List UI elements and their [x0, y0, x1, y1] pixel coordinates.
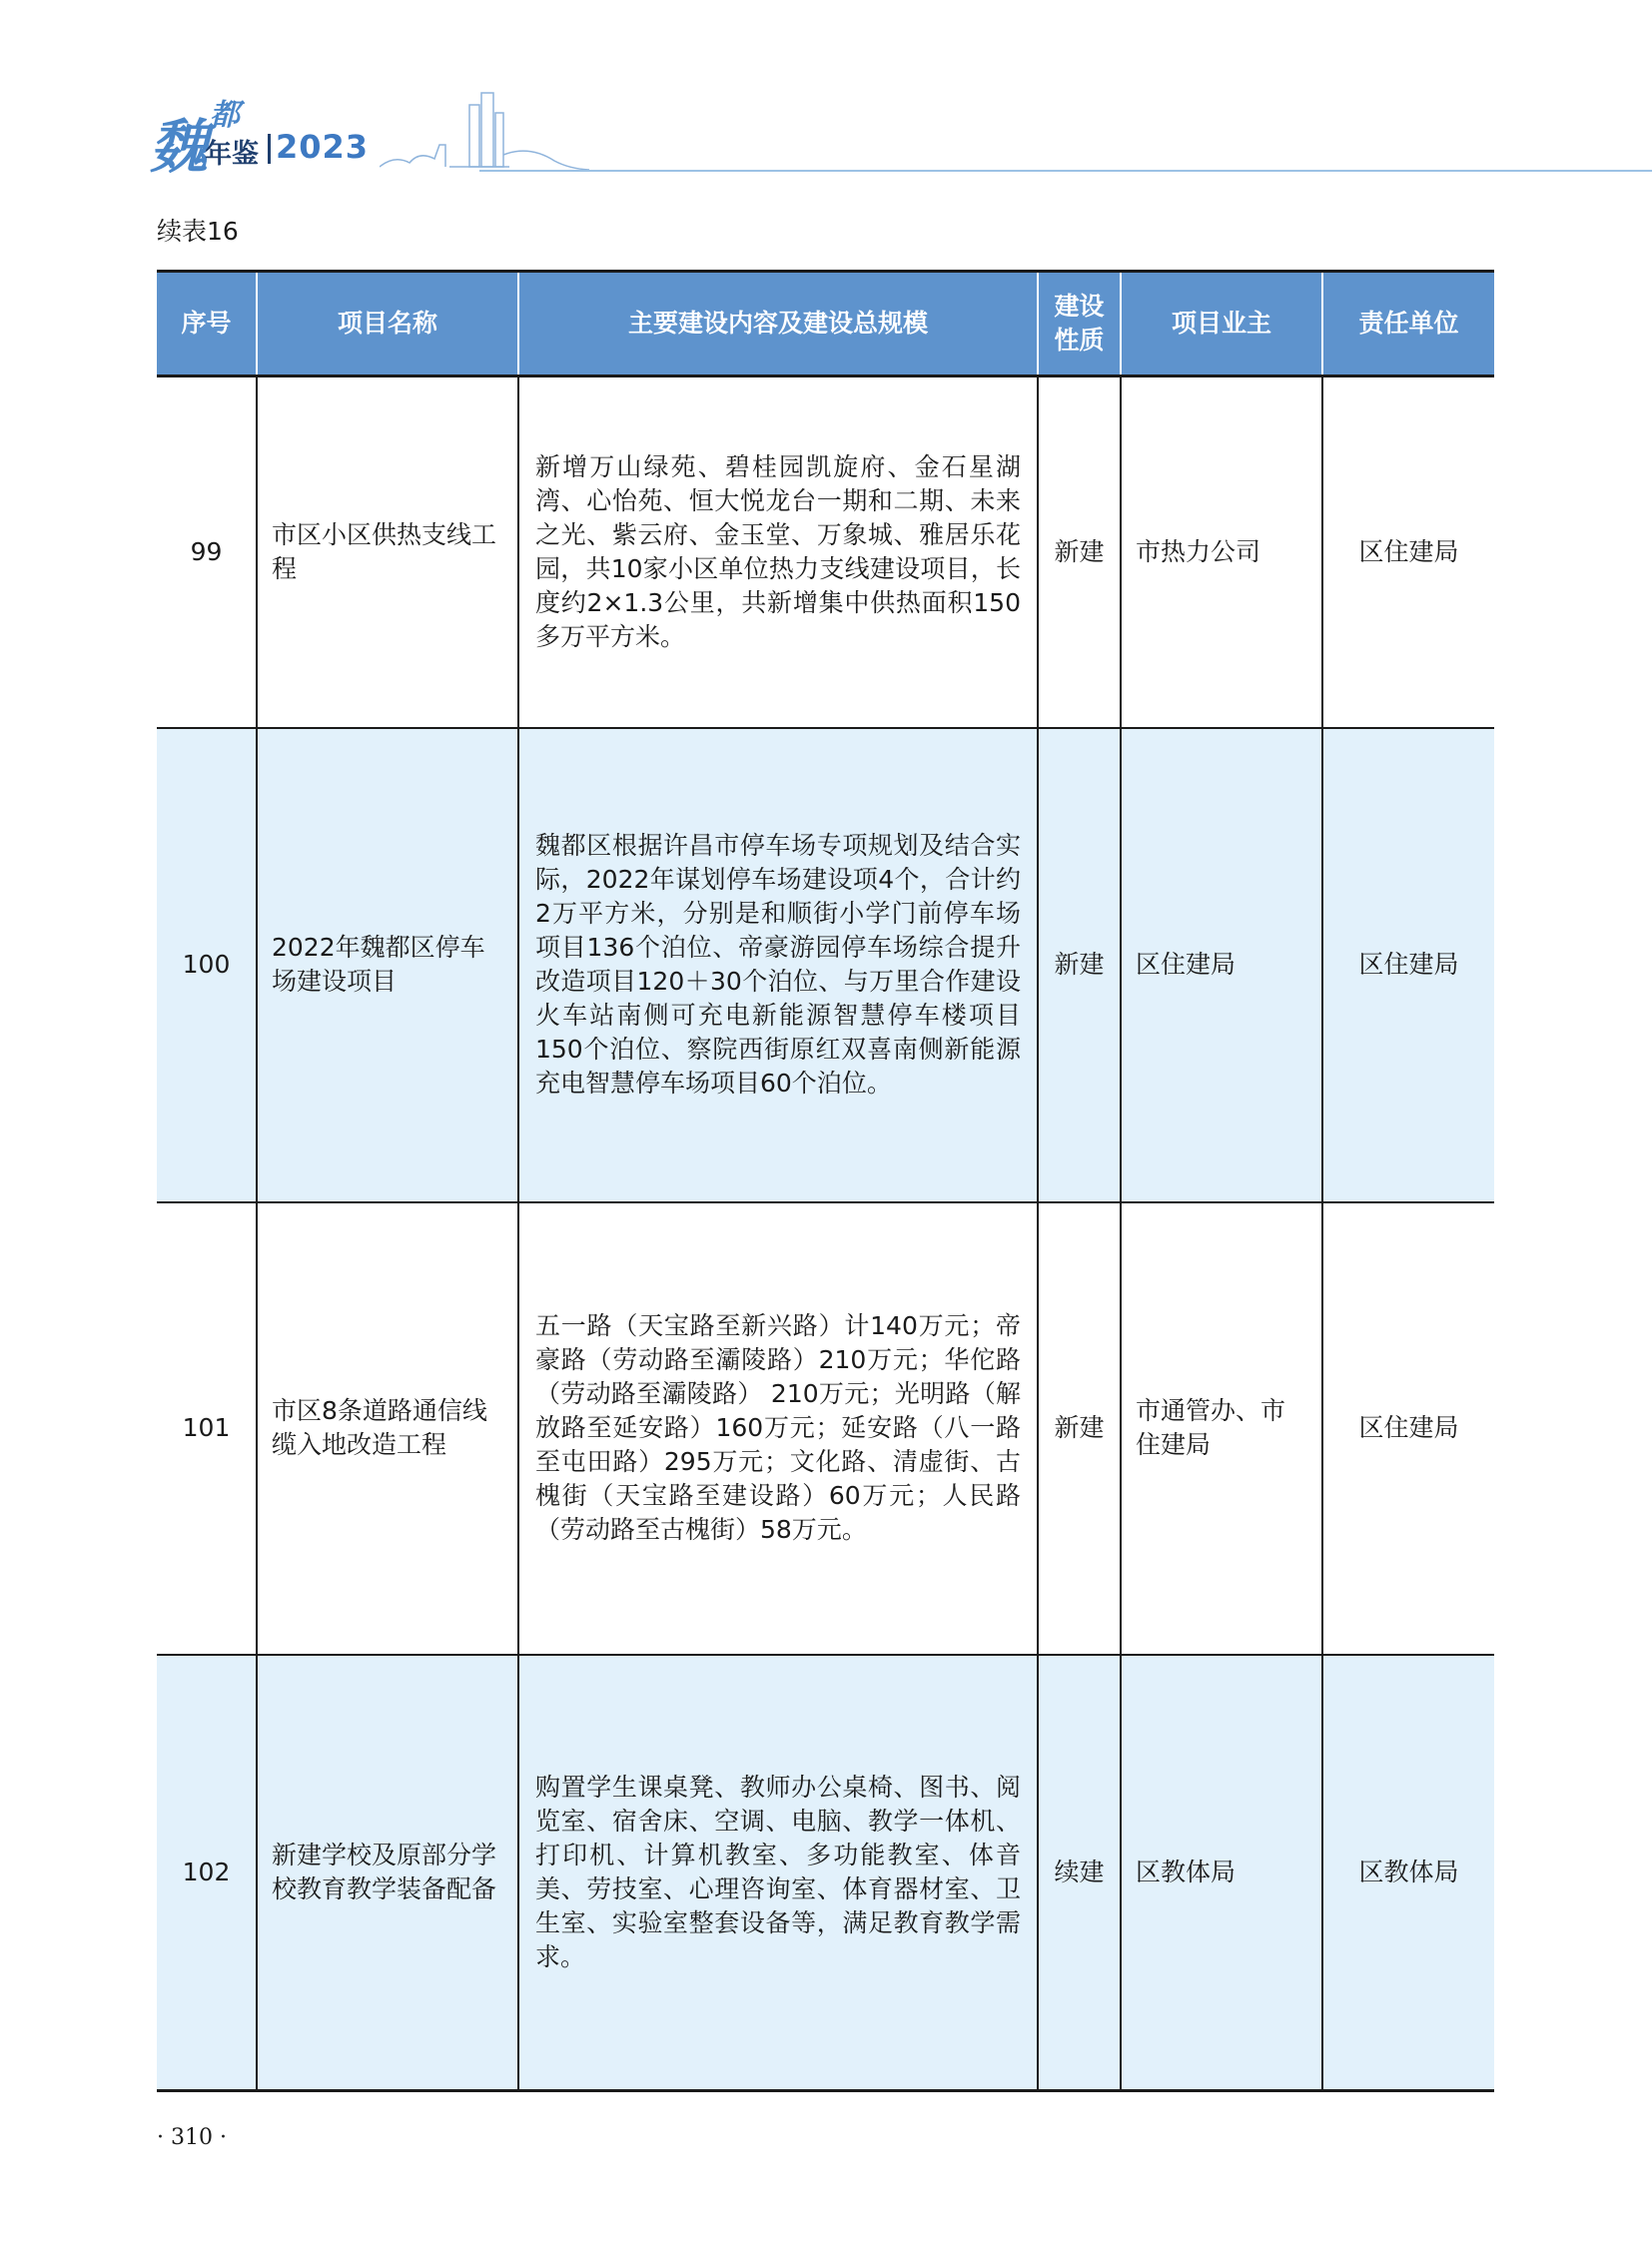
column-header-responsible: 责任单位: [1322, 272, 1494, 376]
responsible-unit: 区住建局: [1322, 728, 1494, 1202]
logo-nianjian: 年鉴: [205, 139, 259, 170]
skyline-illustration-icon: [380, 85, 589, 175]
column-header-name: 项目名称: [257, 272, 518, 376]
project-name: 市区小区供热支线工程: [257, 376, 518, 728]
project-owner: 区住建局: [1121, 728, 1322, 1202]
header-rule: [479, 170, 1652, 172]
table-row: [157, 1655, 1494, 2091]
project-nature: 续建: [1038, 1655, 1121, 2091]
row-number: 102: [157, 1655, 257, 2091]
row-number: 99: [157, 376, 257, 728]
responsible-unit: 区住建局: [1322, 1202, 1494, 1655]
table-row: [157, 376, 1494, 728]
project-nature: 新建: [1038, 376, 1121, 728]
project-name: 市区8条道路通信线缆入地改造工程: [257, 1202, 518, 1655]
project-nature: 新建: [1038, 728, 1121, 1202]
project-name: 新建学校及原部分学校教育教学装备配备: [257, 1655, 518, 2091]
project-owner: 市热力公司: [1121, 376, 1322, 728]
logo-character-wei: 魏: [150, 113, 209, 181]
logo-character-du: 都: [210, 98, 240, 133]
page-header: [0, 0, 1652, 180]
project-name: 2022年魏都区停车场建设项目: [257, 728, 518, 1202]
responsible-unit: 区住建局: [1322, 376, 1494, 728]
project-owner: 区教体局: [1121, 1655, 1322, 2091]
project-table: [157, 270, 1494, 2092]
table-row: [157, 728, 1494, 1202]
column-header-nature: 建设性质: [1038, 272, 1121, 376]
project-owner: 市通管办、市住建局: [1121, 1202, 1322, 1655]
table-row: [157, 1202, 1494, 1655]
project-content: 新增万山绿苑、碧桂园凯旋府、金石星湖湾、心怡苑、恒大悦龙台一期和二期、未来之光、紫云府、金玉堂、万象城、雅居乐花园，共10家小区单位热力支线建设项目，长度约2×1.3公里，共新增集中供热面积150多万平方米。: [518, 376, 1038, 728]
responsible-unit: 区教体局: [1322, 1655, 1494, 2091]
table-continuation-label: 续表16: [157, 217, 239, 246]
column-header-content: 主要建设内容及建设总规模: [518, 272, 1038, 376]
row-number: 100: [157, 728, 257, 1202]
project-content: 魏都区根据许昌市停车场专项规划及结合实际，2022年谋划停车场建设项4个，合计约2万平方米，分别是和顺街小学门前停车场项目136个泊位、帝豪游园停车场综合提升改造项目120＋30个泊位、与万里合作建设火车站南侧可充电新能源智慧停车楼项目150个泊位、察院西街原红双喜南侧新能源充电智慧停车场项目60个泊位。: [518, 728, 1038, 1202]
column-header-no: 序号: [157, 272, 257, 376]
logo-separator: [268, 134, 271, 164]
column-header-owner: 项目业主: [1121, 272, 1322, 376]
table-header-row: [157, 272, 1494, 376]
logo-year: 2023: [276, 128, 370, 166]
page-number: · 310 ·: [157, 2125, 227, 2150]
project-nature: 新建: [1038, 1202, 1121, 1655]
project-content: 购置学生课桌凳、教师办公桌椅、图书、阅览室、宿舍床、空调、电脑、教学一体机、打印机、计算机教室、多功能教室、体音美、劳技室、心理咨询室、体育器材室、卫生室、实验室整套设备等，满足教育教学需求。: [518, 1655, 1038, 2091]
project-content: 五一路（天宝路至新兴路）计140万元；帝豪路（劳动路至灞陵路）210万元；华佗路（劳动路至灞陵路） 210万元；光明路（解放路至延安路）160万元；延安路（八一路至屯田路）295万元；文化路、清虚街、古槐街（天宝路至建设路）60万元；人民路（劳动路至古槐街）58万元。: [518, 1202, 1038, 1655]
row-number: 101: [157, 1202, 257, 1655]
